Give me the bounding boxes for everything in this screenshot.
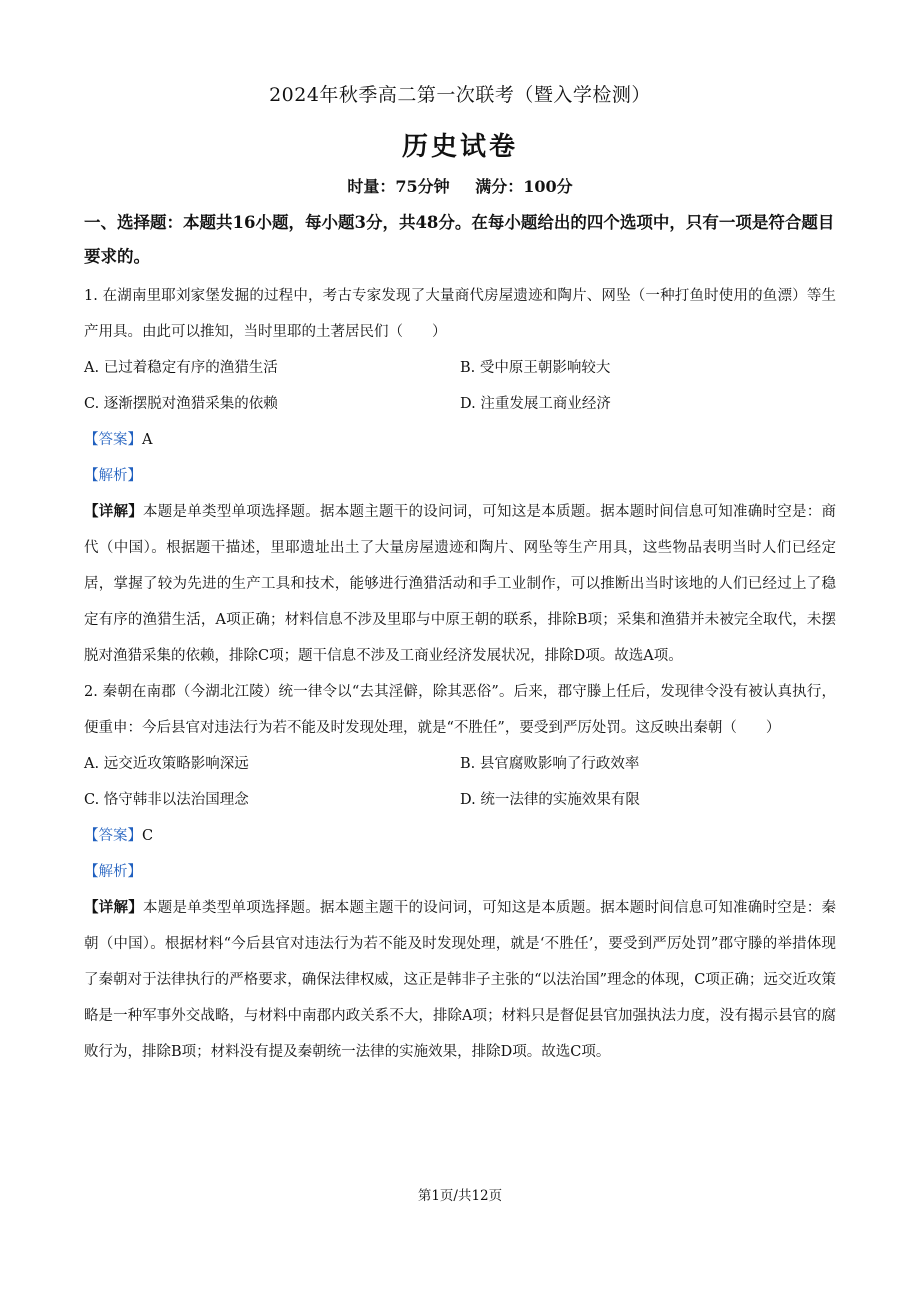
question-2 xyxy=(84,674,836,1070)
detail-label: 【详解】 xyxy=(84,899,143,916)
detail-text: 本题是单类型单项选择题。据本题主题干的设问词，可知这是本质题。据本题时间信息可知准确时空是：商代（中国）。根据题干描述，里耶遗址出土了大量房屋遗迹和陶片、网坠等生产用具，这些物品表明当时人们已经定居，掌握了较为先进的生产工具和技术，能够进行渔猎活动和手工业制作，可以推断出当时该地的人们已经过上了稳定有序的渔猎生活，A项正确；材料信息不涉及里耶与中原王朝的联系，排除B项；采集和渔猎并未被完全取代，未摆脱对渔猎采集的依赖，排除C项；题干信息不涉及工商业经济发展状况，排除D项。故选A项。 xyxy=(84,504,836,664)
question-stem: 1. 在湖南里耶刘家堡发掘的过程中，考古专家发现了大量商代房屋遗迹和陶片、网坠（一种打鱼时使用的鱼漂）等生产用具。由此可以推知，当时里耶的土著居民们（ ） xyxy=(84,288,836,340)
detail-label: 【详解】 xyxy=(84,503,143,520)
question-stem: 2. 秦朝在南郡（今湖北江陵）统一律令以“去其淫僻，除其恶俗”。后来，郡守滕上任后，发现律令没有被认真执行，便重申：今后县官对违法行为若不能及时发现处理，就是“不胜任”，要受到严厉处罚。这反映出秦朝（ ） xyxy=(84,684,836,736)
answer-value: C xyxy=(142,828,154,844)
option-b: B. 县官腐败影响了行政效率 xyxy=(460,756,640,772)
answer-value: A xyxy=(142,432,153,448)
answer-label: 【答案】 xyxy=(84,828,142,844)
exam-content xyxy=(84,206,836,1070)
question-1 xyxy=(84,278,836,674)
option-d: D. 统一法律的实施效果有限 xyxy=(460,792,640,808)
subject-title: 历史试卷 xyxy=(401,132,518,162)
exam-title: 2024年秋季高二第一次联考（暨入学检测） xyxy=(269,84,651,106)
section-heading: 一、选择题：本题共16小题，每小题3分，共48分。在每小题给出的四个选项中，只有一项是符合题目要求的。 xyxy=(84,213,835,266)
full-score: 满分：100分 xyxy=(475,177,573,196)
exam-meta xyxy=(0,174,920,197)
option-d: D. 注重发展工商业经济 xyxy=(460,396,611,412)
analysis-line xyxy=(84,854,836,890)
detail-paragraph xyxy=(84,494,836,674)
analysis-label: 【解析】 xyxy=(84,864,142,880)
analysis-label: 【解析】 xyxy=(84,468,142,484)
detail-paragraph xyxy=(84,890,836,1070)
answer-label: 【答案】 xyxy=(84,432,142,448)
option-list xyxy=(84,350,836,422)
option-list xyxy=(84,746,836,818)
answer-line xyxy=(84,818,836,854)
answer-line xyxy=(84,422,836,458)
option-a: A. 远交近攻策略影响深远 xyxy=(84,756,249,772)
option-c: C. 恪守韩非以法治国理念 xyxy=(84,792,249,808)
option-b: B. 受中原王朝影响较大 xyxy=(460,360,611,376)
page-number: 第1页/共12页 xyxy=(417,1188,503,1204)
option-c: C. 逐渐摆脱对渔猎采集的依赖 xyxy=(84,396,278,412)
analysis-line xyxy=(84,458,836,494)
detail-text: 本题是单类型单项选择题。据本题主题干的设问词，可知这是本质题。据本题时间信息可知准确时空是：秦朝（中国）。根据材料“今后县官对违法行为若不能及时发现处理，就是‘不胜任’，要受到严厉处罚”郡守滕的举措体现了秦朝对于法律执行的严格要求，确保法律权威，这正是韩非子主张的“以法治国”理念的体现，C项正确；远交近攻策略是一种军事外交战略，与材料中南郡内政关系不大，排除A项；材料只是督促县官加强执法力度，没有揭示县官的腐败行为，排除B项；材料没有提及秦朝统一法律的实施效果，排除D项。故选C项。 xyxy=(84,900,836,1060)
time-limit: 时量：75分钟 xyxy=(347,177,450,196)
option-a: A. 已过着稳定有序的渔猎生活 xyxy=(84,360,278,376)
